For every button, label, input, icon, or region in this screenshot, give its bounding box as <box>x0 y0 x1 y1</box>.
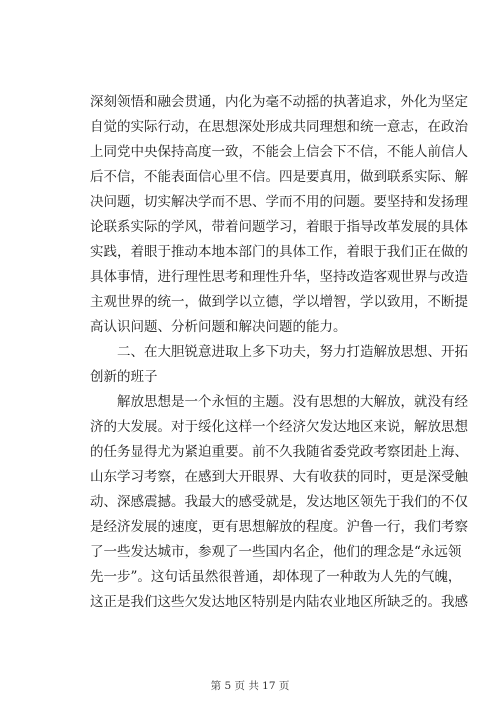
text-line: 主观世界的统一，做到学以立德，学以增智，学以致用，不断提 <box>90 294 468 310</box>
text-line: 动、深感震撼。我最大的感受就是，发达地区领先于我们的不仅 <box>90 494 468 510</box>
text-line: 自觉的实际行动，在思想深处形成共同理想和统一意志，在政治 <box>90 119 468 135</box>
section-heading-line: 二、在大胆锐意进取上多下功夫，努力打造解放思想、开拓 <box>117 344 468 360</box>
text-line: 实践，着眼于推动本地本部门的具体工作，着眼于我们正在做的 <box>90 244 468 260</box>
body-text <box>90 90 468 615</box>
text-line: 先一步”。这句话虽然很普通，却体现了一种敢为人先的气魄， <box>90 569 462 585</box>
text-line: 具体事情，进行理性思考和理性升华，坚持改造客观世界与改造 <box>90 269 468 285</box>
text-line: 济的大发展。对于绥化这样一个经济欠发达地区来说，解放思想 <box>90 419 468 435</box>
text-line: 山东学习考察，在感到大开眼界、大有收获的同时，更是深受触 <box>90 469 468 485</box>
section-heading-line: 创新的班子 <box>90 369 158 385</box>
text-line: 的任务显得尤为紧迫重要。前不久我随省委党政考察团赴上海、 <box>90 444 468 460</box>
text-line: 解放思想是一个永恒的主题。没有思想的大解放，就没有经 <box>117 394 468 410</box>
page-number-label: 第 5 页 共 17 页 <box>210 680 290 692</box>
text-line: 高认识问题、分析问题和解决问题的能力。 <box>90 319 347 335</box>
text-line: 决问题，切实解决学而不思、学而不用的问题。要坚持和发扬理 <box>90 194 468 210</box>
text-line: 这正是我们这些欠发达地区特别是内陆农业地区所缺乏的。我感 <box>90 594 468 610</box>
text-line: 上同党中央保持高度一致，不能会上信会下不信，不能人前信人 <box>90 144 468 160</box>
page-footer <box>0 678 500 693</box>
text-line: 后不信，不能表面信心里不信。四是要真用，做到联系实际、解 <box>90 169 468 185</box>
text-line: 深刻领悟和融会贯通，内化为毫不动摇的执著追求，外化为坚定 <box>90 94 468 110</box>
text-line: 论联系实际的学风，带着问题学习，着眼于指导改革发展的具体 <box>90 219 468 235</box>
text-line: 是经济发展的速度，更有思想解放的程度。沪鲁一行，我们考察 <box>90 519 468 535</box>
text-line: 了一些发达城市，参观了一些国内名企，他们的理念是“永远领 <box>90 544 462 560</box>
